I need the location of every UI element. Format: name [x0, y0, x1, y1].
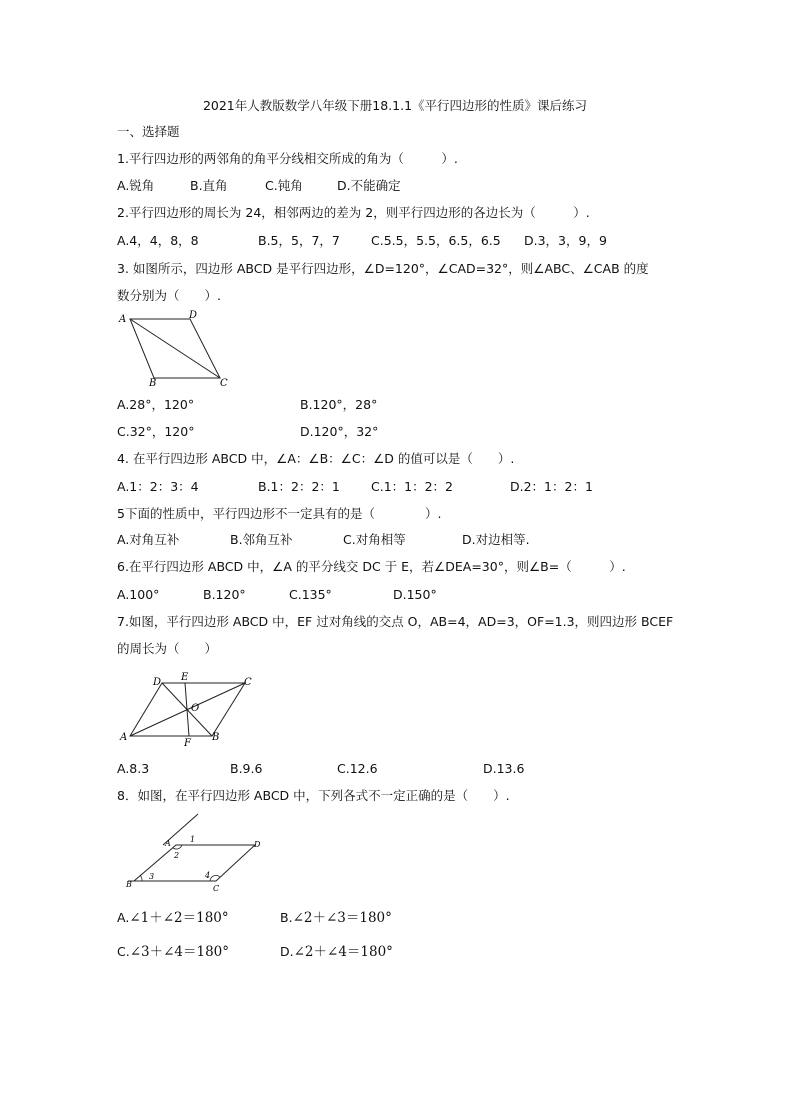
q1-option-a[interactable]: A.锐角 — [117, 178, 155, 193]
question-3-stem-line2: 数分别为（ ）. — [117, 288, 221, 303]
section-heading: 一、选择题 — [117, 124, 180, 139]
question-1-stem: 1.平行四边形的两邻角的角平分线相交所成的角为（ ）. — [117, 151, 458, 166]
question-7-stem-line2: 的周长为（ ） — [117, 641, 218, 656]
q7-parallelogram-figure — [115, 668, 260, 750]
page-title: 2021年人教版数学八年级下册18.1.1《平行四边形的性质》课后练习 — [202, 98, 588, 113]
q8-option-b-letter: B. — [280, 910, 293, 925]
q4-option-d[interactable]: D.2：1：2：1 — [510, 479, 593, 494]
q2-option-c[interactable]: C.5.5，5.5，6.5，6.5 — [371, 233, 501, 248]
q7-option-a[interactable]: A.8.3 — [117, 761, 150, 776]
q1-option-c[interactable]: C.钝角 — [265, 178, 303, 193]
q2-option-d[interactable]: D.3，3，9，9 — [524, 233, 607, 248]
q8-label-1: 1 — [190, 835, 196, 844]
q3-diagonal-ac — [130, 319, 220, 378]
question-3-stem-line1: 3. 如图所示，四边形 ABCD 是平行四边形，∠D=120°，∠CAD=32°，则∠ABC、∠CAB 的度 — [117, 261, 649, 276]
q8-label-4: 4 — [205, 871, 211, 880]
q8-option-a[interactable] — [117, 910, 229, 926]
question-6-stem: 6.在平行四边形 ABCD 中，∠A 的平分线交 DC 于 E，若∠DEA=30°，则∠B=（ ）. — [117, 559, 626, 574]
question-7-stem-line1: 7.如图，平行四边形 ABCD 中，EF 过对角线的交点 O，AB=4，AD=3，OF=1.3，则四边形 BCEF — [117, 614, 674, 629]
q8-option-c[interactable] — [117, 944, 229, 960]
q5-option-a[interactable]: A.对角互补 — [117, 532, 180, 547]
q3-option-d[interactable]: D.120°，32° — [300, 424, 379, 439]
q3-label-c: C — [220, 378, 228, 389]
q8-label-3: 3 — [149, 872, 155, 881]
q7-label-b: B — [212, 732, 220, 743]
q5-option-d[interactable]: D.对边相等. — [462, 532, 530, 547]
q3-parallelogram-figure — [115, 308, 245, 390]
q3-label-a: A — [119, 314, 127, 325]
q8-option-c-expr: ∠3＋∠4＝180° — [129, 944, 230, 960]
q8-option-d-letter: D. — [280, 944, 294, 959]
question-2-stem: 2.平行四边形的周长为 24，相邻两边的差为 2，则平行四边形的各边长为（ ）. — [117, 205, 590, 220]
q8-option-d-expr: ∠2＋∠4＝180° — [293, 944, 393, 960]
question-4-stem: 4. 在平行四边形 ABCD 中，∠A：∠B：∠C：∠D 的值可以是（ ）. — [117, 451, 515, 466]
q3-label-d: D — [189, 310, 198, 321]
q6-option-a[interactable]: A.100° — [117, 587, 160, 602]
q8-option-b[interactable] — [280, 910, 392, 926]
question-8-stem: 8．如图，在平行四边形 ABCD 中，下列各式不一定正确的是（ ）. — [117, 788, 510, 803]
q8-option-a-expr: ∠1＋∠2＝180° — [129, 910, 229, 926]
q2-option-a[interactable]: A.4，4，8，8 — [117, 233, 199, 248]
q5-option-b[interactable]: B.邻角互补 — [230, 532, 293, 547]
q7-option-b[interactable]: B.9.6 — [230, 761, 263, 776]
q8-option-b-expr: ∠2＋∠3＝180° — [292, 910, 392, 926]
q1-option-b[interactable]: B.直角 — [190, 178, 228, 193]
q8-parallelogram-figure — [120, 812, 270, 897]
q6-option-c[interactable]: C.135° — [289, 587, 332, 602]
q8-option-c-letter: C. — [117, 944, 130, 959]
q4-option-c[interactable]: C.1：1：2：2 — [371, 479, 454, 494]
q8-label-c: C — [213, 884, 220, 893]
q7-label-f: F — [184, 738, 191, 749]
q8-label-2: 2 — [174, 851, 180, 860]
q8-label-a: A — [165, 839, 171, 848]
q2-option-b[interactable]: B.5，5，7，7 — [258, 233, 340, 248]
q3-option-a[interactable]: A.28°，120° — [117, 397, 195, 412]
q7-label-d: D — [153, 677, 162, 688]
q7-label-c: C — [244, 677, 252, 688]
q4-option-a[interactable]: A.1：2：3：4 — [117, 479, 199, 494]
q6-option-d[interactable]: D.150° — [393, 587, 437, 602]
q7-option-c[interactable]: C.12.6 — [337, 761, 378, 776]
q4-option-b[interactable]: B.1：2：2：1 — [258, 479, 340, 494]
q8-label-b: B — [126, 880, 132, 889]
q6-option-b[interactable]: B.120° — [203, 587, 246, 602]
q3-option-c[interactable]: C.32°，120° — [117, 424, 195, 439]
q5-option-c[interactable]: C.对角相等 — [343, 532, 406, 547]
question-5-stem: 5下面的性质中，平行四边形不一定具有的是（ ）. — [117, 506, 442, 521]
q7-label-o: O — [191, 703, 200, 714]
q8-option-a-letter: A. — [117, 910, 130, 925]
q1-option-d[interactable]: D.不能确定 — [337, 178, 401, 193]
q3-option-b[interactable]: B.120°，28° — [300, 397, 378, 412]
q8-option-d[interactable] — [280, 944, 393, 960]
q8-angle-3-arc — [140, 875, 142, 881]
q7-label-a: A — [120, 732, 128, 743]
q8-label-d: D — [254, 840, 261, 849]
q7-option-d[interactable]: D.13.6 — [483, 761, 525, 776]
q7-label-e: E — [181, 672, 189, 683]
q3-label-b: B — [149, 378, 157, 389]
